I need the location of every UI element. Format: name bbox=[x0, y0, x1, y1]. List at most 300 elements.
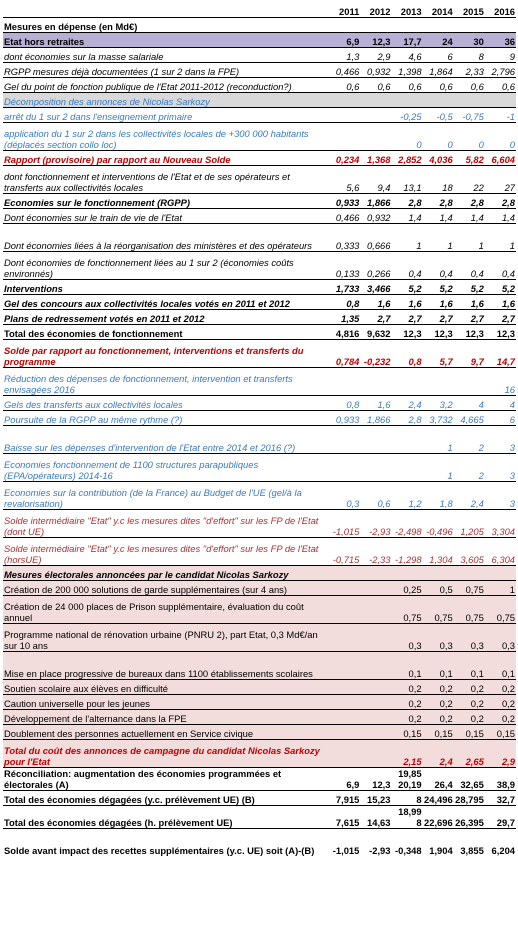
value-cell-2016: 12,3 bbox=[485, 325, 516, 340]
value-cell-2016: 6,204 bbox=[485, 829, 516, 857]
value-cell-2016: 1 bbox=[485, 224, 516, 252]
value-cell-2011: 0,933 bbox=[329, 194, 360, 209]
table-row bbox=[3, 252, 516, 280]
year-header: 2012 bbox=[369, 6, 391, 17]
row-label: Total du coût des annonces de campagne du candidat Nicolas Sarkozy pour l'Etat bbox=[3, 740, 329, 768]
value-cell-2014 bbox=[423, 18, 454, 33]
value-cell-2014: 6 bbox=[423, 48, 454, 63]
table-row bbox=[3, 368, 516, 396]
value-cell-2014: 5,2 bbox=[423, 280, 454, 295]
table-row bbox=[3, 18, 516, 33]
value-cell-2011 bbox=[329, 18, 360, 33]
value-cell-2013: 4,6 bbox=[391, 48, 422, 63]
value-cell-2012: -2,93 bbox=[360, 510, 391, 538]
value-cell-2015: 0,4 bbox=[454, 252, 485, 280]
value-cell-2013 bbox=[391, 93, 422, 108]
value-cell-2013: 0,1 bbox=[391, 652, 422, 680]
value-cell-2011 bbox=[329, 123, 360, 151]
value-cell-2014 bbox=[423, 566, 454, 581]
value-cell-2014: 1,6 bbox=[423, 295, 454, 310]
value-cell-2016: 2,7 bbox=[485, 310, 516, 325]
table-row bbox=[3, 806, 516, 829]
value-cell-2011: 1,3 bbox=[329, 48, 360, 63]
value-cell-2014: 0,2 bbox=[423, 680, 454, 695]
value-cell-2014: 12,3 bbox=[423, 325, 454, 340]
table-row bbox=[3, 209, 516, 224]
value-cell-2013: 0,2 bbox=[391, 680, 422, 695]
value-cell-2011: 0,6 bbox=[329, 78, 360, 93]
value-cell-2014: 0 bbox=[423, 123, 454, 151]
value-cell-2012 bbox=[360, 566, 391, 581]
value-cell-2013: 2,7 bbox=[391, 310, 422, 325]
row-label: Solde par rapport au fonctionnement, interventions et transferts du programme bbox=[3, 340, 329, 368]
value-cell-2011 bbox=[329, 581, 360, 596]
value-cell-2013: 0,4 bbox=[391, 252, 422, 280]
year-header: 2015 bbox=[462, 6, 484, 17]
value-cell-2011: 7,615 bbox=[329, 806, 360, 829]
value-cell-2014: 0,5 bbox=[423, 581, 454, 596]
value-cell-2016: 3 bbox=[485, 426, 516, 454]
value-cell-2015: 2,33 bbox=[454, 63, 485, 78]
value-cell-2014: 1 bbox=[423, 426, 454, 454]
value-cell-2016: 3 bbox=[485, 482, 516, 510]
value-cell-2016: 0,75 bbox=[485, 596, 516, 624]
value-cell-2015: 22 bbox=[454, 166, 485, 194]
value-cell-2012: 14,63 bbox=[360, 806, 391, 829]
value-cell-2015: 0,1 bbox=[454, 652, 485, 680]
value-cell-2015: 3,605 bbox=[454, 538, 485, 566]
value-cell-2013: 2,4 bbox=[391, 396, 422, 411]
value-cell-2013: 2,15 bbox=[391, 740, 422, 768]
value-cell-2016: 27 bbox=[485, 166, 516, 194]
value-cell-2014: 24,496 bbox=[423, 791, 454, 806]
value-cell-2012: 0,666 bbox=[360, 224, 391, 252]
value-cell-2014: 3,2 bbox=[423, 396, 454, 411]
value-cell-2014: -0,5 bbox=[423, 108, 454, 123]
table-row bbox=[3, 166, 516, 194]
table-row bbox=[3, 510, 516, 538]
value-cell-2014 bbox=[423, 93, 454, 108]
value-cell-2016: 0 bbox=[485, 123, 516, 151]
value-cell-2014: 0,75 bbox=[423, 596, 454, 624]
value-cell-2012: 12,3 bbox=[360, 768, 391, 791]
row-label: Solde intermédiaire "Etat" y.c les mesures dites "d'effort" sur les FP de l'Etat (horsUE) bbox=[3, 538, 329, 566]
value-cell-2016: 1,4 bbox=[485, 209, 516, 224]
value-cell-2015: 0,2 bbox=[454, 680, 485, 695]
value-cell-2013: -0,348 bbox=[391, 829, 422, 857]
value-cell-2013: 1,4 bbox=[391, 209, 422, 224]
value-cell-2014: 0,15 bbox=[423, 725, 454, 740]
table-row bbox=[3, 48, 516, 63]
table-row bbox=[3, 624, 516, 652]
table-row bbox=[3, 695, 516, 710]
value-cell-2013: -0,25 bbox=[391, 108, 422, 123]
value-cell-2011: 0,234 bbox=[329, 151, 360, 166]
value-cell-2011: 0,8 bbox=[329, 396, 360, 411]
row-label: RGPP mesures déjà documentées (1 sur 2 dans la FPE) bbox=[3, 63, 329, 78]
value-cell-2014: 0,4 bbox=[423, 252, 454, 280]
value-cell-2011: 4,816 bbox=[329, 325, 360, 340]
value-cell-2015: 2,4 bbox=[454, 482, 485, 510]
row-label: Soutien scolaire aux élèves en difficulté bbox=[3, 680, 329, 695]
row-label: dont fonctionnement et interventions de l'Etat et de ses opérateurs et transferts aux collectivités locales bbox=[3, 166, 329, 194]
value-cell-2014: 0,1 bbox=[423, 652, 454, 680]
value-cell-2016: 1,6 bbox=[485, 295, 516, 310]
table-row bbox=[3, 538, 516, 566]
value-cell-2015: 0,75 bbox=[454, 596, 485, 624]
table-row bbox=[3, 791, 516, 806]
row-label: Décomposition des annonces de Nicolas Sarkozy bbox=[3, 93, 329, 108]
table-row bbox=[3, 725, 516, 740]
value-cell-2012 bbox=[360, 652, 391, 680]
value-cell-2012 bbox=[360, 123, 391, 151]
value-cell-2013: 2,8 bbox=[391, 194, 422, 209]
value-cell-2015: 2 bbox=[454, 454, 485, 482]
value-cell-2016: 0,3 bbox=[485, 624, 516, 652]
value-cell-2015: 26,395 bbox=[454, 806, 485, 829]
value-cell-2011: 0,8 bbox=[329, 295, 360, 310]
value-cell-2016: 6 bbox=[485, 411, 516, 426]
value-cell-2013: 1 bbox=[391, 224, 422, 252]
row-label: Doublement des personnes actuellement en Service civique bbox=[3, 725, 329, 740]
value-cell-2016: 32,7 bbox=[485, 791, 516, 806]
row-label: Création de 200 000 solutions de garde supplémentaires (sur 4 ans) bbox=[3, 581, 329, 596]
row-label: application du 1 sur 2 dans les collectivités locales de +300 000 habitants (déplacés section collo loc) bbox=[3, 123, 329, 151]
value-cell-2012: 1,6 bbox=[360, 295, 391, 310]
value-cell-2016: 5,2 bbox=[485, 280, 516, 295]
value-cell-2012: 2,7 bbox=[360, 310, 391, 325]
value-cell-2014: 2,4 bbox=[423, 740, 454, 768]
value-cell-2015: 0,15 bbox=[454, 725, 485, 740]
label-header-cell bbox=[3, 3, 329, 18]
value-cell-2015: 0,6 bbox=[454, 78, 485, 93]
value-cell-2011 bbox=[329, 740, 360, 768]
row-label: dont économies sur la masse salariale bbox=[3, 48, 329, 63]
value-cell-2012 bbox=[360, 695, 391, 710]
row-label: Gel des concours aux collectivités locales votés en 2011 et 2012 bbox=[3, 295, 329, 310]
value-cell-2011 bbox=[329, 680, 360, 695]
table-row bbox=[3, 396, 516, 411]
value-cell-2013: 1,6 bbox=[391, 295, 422, 310]
table-row bbox=[3, 680, 516, 695]
value-cell-2013: 18,99 8 bbox=[391, 806, 422, 829]
value-cell-2014: 1 bbox=[423, 224, 454, 252]
value-cell-2011 bbox=[329, 108, 360, 123]
value-cell-2015: 9,7 bbox=[454, 340, 485, 368]
value-cell-2012: 1,6 bbox=[360, 396, 391, 411]
table-row bbox=[3, 151, 516, 166]
value-cell-2016: 6,604 bbox=[485, 151, 516, 166]
value-cell-2013: 0,25 bbox=[391, 581, 422, 596]
value-cell-2012 bbox=[360, 740, 391, 768]
value-cell-2012 bbox=[360, 725, 391, 740]
row-label: Interventions bbox=[3, 280, 329, 295]
value-cell-2014: 5,7 bbox=[423, 340, 454, 368]
value-cell-2011: 0,333 bbox=[329, 224, 360, 252]
value-cell-2015 bbox=[454, 93, 485, 108]
row-label: Création de 24 000 places de Prison supplémentaire, évaluation du coût annuel bbox=[3, 596, 329, 624]
value-cell-2016: 3,304 bbox=[485, 510, 516, 538]
row-label: Baisse sur les dépenses d'intervention de l'Etat entre 2014 et 2016 (?) bbox=[3, 426, 329, 454]
value-cell-2014: 1,904 bbox=[423, 829, 454, 857]
value-cell-2015: 30 bbox=[454, 33, 485, 48]
value-cell-2014: -0,496 bbox=[423, 510, 454, 538]
year-header: 2011 bbox=[339, 6, 360, 17]
value-cell-2011: 0,3 bbox=[329, 482, 360, 510]
value-cell-2012 bbox=[360, 454, 391, 482]
value-cell-2016 bbox=[485, 93, 516, 108]
table-row bbox=[3, 123, 516, 151]
value-cell-2012: 0,932 bbox=[360, 209, 391, 224]
value-cell-2015: 32,65 bbox=[454, 768, 485, 791]
value-cell-2013: 0,2 bbox=[391, 710, 422, 725]
table-row bbox=[3, 596, 516, 624]
value-cell-2016: 16 bbox=[485, 368, 516, 396]
value-cell-2012: 9,632 bbox=[360, 325, 391, 340]
value-cell-2014: 1,4 bbox=[423, 209, 454, 224]
value-cell-2015: 2,65 bbox=[454, 740, 485, 768]
value-cell-2016: 0,2 bbox=[485, 695, 516, 710]
row-label: Réduction des dépenses de fonctionnement, intervention et transferts envisagées 2016 bbox=[3, 368, 329, 396]
table-row bbox=[3, 340, 516, 368]
row-label: Réconciliation: augmentation des économies programmées et électorales (A) bbox=[3, 768, 329, 791]
value-cell-2013: 13,1 bbox=[391, 166, 422, 194]
table-row bbox=[3, 411, 516, 426]
value-cell-2013: 12,3 bbox=[391, 325, 422, 340]
value-cell-2013 bbox=[391, 454, 422, 482]
row-label: Mise en place progressive de bureaux dans 1100 établissements scolaires bbox=[3, 652, 329, 680]
value-cell-2014: 0,6 bbox=[423, 78, 454, 93]
table-row bbox=[3, 224, 516, 252]
value-cell-2013: 0,8 bbox=[391, 340, 422, 368]
value-cell-2016 bbox=[485, 18, 516, 33]
value-cell-2014: 22,696 bbox=[423, 806, 454, 829]
table-row bbox=[3, 63, 516, 78]
table-row bbox=[3, 566, 516, 581]
value-cell-2011 bbox=[329, 695, 360, 710]
value-cell-2016: 2,796 bbox=[485, 63, 516, 78]
value-cell-2013: -1,298 bbox=[391, 538, 422, 566]
row-label: Total des économies de fonctionnement bbox=[3, 325, 329, 340]
year-header: 2016 bbox=[494, 6, 515, 17]
value-cell-2014: 18 bbox=[423, 166, 454, 194]
value-cell-2012: 1,368 bbox=[360, 151, 391, 166]
year-header: 2013 bbox=[400, 6, 422, 17]
value-cell-2015: 4 bbox=[454, 396, 485, 411]
value-cell-2013: 2,852 bbox=[391, 151, 422, 166]
value-cell-2012 bbox=[360, 680, 391, 695]
value-cell-2012 bbox=[360, 624, 391, 652]
value-cell-2013: 0,6 bbox=[391, 78, 422, 93]
value-cell-2016: 9 bbox=[485, 48, 516, 63]
value-cell-2012 bbox=[360, 108, 391, 123]
value-cell-2011: 1,733 bbox=[329, 280, 360, 295]
row-label: Caution universelle pour les jeunes bbox=[3, 695, 329, 710]
row-label: Gel du point de fonction publique de l'Etat 2011-2012 (reconduction?) bbox=[3, 78, 329, 93]
value-cell-2016: 0,15 bbox=[485, 725, 516, 740]
value-cell-2016: 2,8 bbox=[485, 194, 516, 209]
row-label: Economies sur le fonctionnement (RGPP) bbox=[3, 194, 329, 209]
value-cell-2012 bbox=[360, 368, 391, 396]
value-cell-2013: 19,85 20,19 bbox=[391, 768, 422, 791]
value-cell-2011 bbox=[329, 566, 360, 581]
value-cell-2012: 9,4 bbox=[360, 166, 391, 194]
table-row bbox=[3, 740, 516, 768]
table-row bbox=[3, 710, 516, 725]
value-cell-2014: 26,4 bbox=[423, 768, 454, 791]
value-cell-2014: 24 bbox=[423, 33, 454, 48]
value-cell-2014: 1,8 bbox=[423, 482, 454, 510]
value-cell-2014: 4,036 bbox=[423, 151, 454, 166]
row-label: Dont économies liées à la réorganisation des ministères et des opérateurs bbox=[3, 224, 329, 252]
value-cell-2015: 3,855 bbox=[454, 829, 485, 857]
value-cell-2015: 0,3 bbox=[454, 624, 485, 652]
value-cell-2011 bbox=[329, 368, 360, 396]
row-label: Poursuite de la RGPP au même rythme (?) bbox=[3, 411, 329, 426]
row-label: Economies fonctionnement de 1100 structures parapubliques (EPA/opérateurs) 2014-16 bbox=[3, 454, 329, 482]
table-row bbox=[3, 280, 516, 295]
table-row bbox=[3, 108, 516, 123]
table-row bbox=[3, 325, 516, 340]
value-cell-2015: 0,2 bbox=[454, 695, 485, 710]
value-cell-2015: 5,2 bbox=[454, 280, 485, 295]
value-cell-2012 bbox=[360, 426, 391, 454]
value-cell-2011 bbox=[329, 426, 360, 454]
value-cell-2014: 0,2 bbox=[423, 710, 454, 725]
value-cell-2016: 14,7 bbox=[485, 340, 516, 368]
value-cell-2012 bbox=[360, 710, 391, 725]
value-cell-2013: 0,15 bbox=[391, 725, 422, 740]
value-cell-2015 bbox=[454, 368, 485, 396]
value-cell-2016: 0,2 bbox=[485, 680, 516, 695]
value-cell-2011: 7,915 bbox=[329, 791, 360, 806]
table-row bbox=[3, 295, 516, 310]
value-cell-2015 bbox=[454, 566, 485, 581]
value-cell-2011: 0,784 bbox=[329, 340, 360, 368]
table-row bbox=[3, 454, 516, 482]
value-cell-2012: -2,93 bbox=[360, 829, 391, 857]
row-label: Programme national de rénovation urbaine (PNRU 2), part Etat, 0,3 Md€/an sur 10 ans bbox=[3, 624, 329, 652]
value-cell-2015: 12,3 bbox=[454, 325, 485, 340]
value-cell-2012: 0,6 bbox=[360, 78, 391, 93]
value-cell-2011: 6,9 bbox=[329, 768, 360, 791]
value-cell-2016: 0,6 bbox=[485, 78, 516, 93]
value-cell-2015: 28,795 bbox=[454, 791, 485, 806]
row-label: Solde intermédiaire "Etat" y.c les mesures dites "d'effort" sur les FP de l'Etat (dont UE) bbox=[3, 510, 329, 538]
value-cell-2012 bbox=[360, 581, 391, 596]
value-cell-2012 bbox=[360, 596, 391, 624]
value-cell-2016: 0,2 bbox=[485, 710, 516, 725]
value-cell-2015: 8 bbox=[454, 48, 485, 63]
value-cell-2011 bbox=[329, 652, 360, 680]
value-cell-2013 bbox=[391, 426, 422, 454]
value-cell-2012: 1,866 bbox=[360, 411, 391, 426]
row-label: arrêt du 1 sur 2 dans l'enseignement primaire bbox=[3, 108, 329, 123]
row-label: Plans de redressement votés en 2011 et 2012 bbox=[3, 310, 329, 325]
value-cell-2014: 0,3 bbox=[423, 624, 454, 652]
value-cell-2013: 0,3 bbox=[391, 624, 422, 652]
table-row bbox=[3, 482, 516, 510]
table-row bbox=[3, 33, 516, 48]
value-cell-2012: 2,9 bbox=[360, 48, 391, 63]
table-row bbox=[3, 829, 516, 857]
row-label: Mesures en dépense (en Md€) bbox=[3, 18, 329, 33]
table-row bbox=[3, 652, 516, 680]
table-body bbox=[3, 18, 516, 857]
value-cell-2015: 1,4 bbox=[454, 209, 485, 224]
value-cell-2012 bbox=[360, 18, 391, 33]
value-cell-2016: 0,4 bbox=[485, 252, 516, 280]
table-row bbox=[3, 310, 516, 325]
value-cell-2015: -0,75 bbox=[454, 108, 485, 123]
value-cell-2011: 0,466 bbox=[329, 63, 360, 78]
row-label: Gels des transferts aux collectivités locales bbox=[3, 396, 329, 411]
value-cell-2016: 36 bbox=[485, 33, 516, 48]
value-cell-2016: 4 bbox=[485, 396, 516, 411]
budget-spreadsheet bbox=[3, 3, 516, 856]
row-label: Etat hors retraites bbox=[3, 33, 329, 48]
value-cell-2013: 17,7 bbox=[391, 33, 422, 48]
value-cell-2013: 5,2 bbox=[391, 280, 422, 295]
value-cell-2011: -1,015 bbox=[329, 510, 360, 538]
row-label: Dont économies de fonctionnement liées au 1 sur 2 (économies coûts environnés) bbox=[3, 252, 329, 280]
value-cell-2011: -1,015 bbox=[329, 829, 360, 857]
value-cell-2016: -1 bbox=[485, 108, 516, 123]
value-cell-2011: 0,466 bbox=[329, 209, 360, 224]
table-row bbox=[3, 581, 516, 596]
value-cell-2011 bbox=[329, 454, 360, 482]
table-row bbox=[3, 426, 516, 454]
value-cell-2013: 1,398 bbox=[391, 63, 422, 78]
table-row bbox=[3, 768, 516, 791]
value-cell-2013 bbox=[391, 368, 422, 396]
year-header-row bbox=[3, 3, 516, 18]
value-cell-2012: 0,932 bbox=[360, 63, 391, 78]
value-cell-2013: 2,8 bbox=[391, 411, 422, 426]
value-cell-2013: 0 bbox=[391, 123, 422, 151]
row-label: Total des économies dégagées (y.c. prélèvement UE) (B) bbox=[3, 791, 329, 806]
value-cell-2011 bbox=[329, 596, 360, 624]
row-label: Dont économies sur le train de vie de l'Etat bbox=[3, 209, 329, 224]
value-cell-2013 bbox=[391, 18, 422, 33]
value-cell-2011 bbox=[329, 725, 360, 740]
value-cell-2012: 1,866 bbox=[360, 194, 391, 209]
value-cell-2013: 0,2 bbox=[391, 695, 422, 710]
row-label: Total des économies dégagées (h. prélèvement UE) bbox=[3, 806, 329, 829]
table-row bbox=[3, 194, 516, 209]
value-cell-2011: 0,133 bbox=[329, 252, 360, 280]
value-cell-2012: 3,466 bbox=[360, 280, 391, 295]
value-cell-2015: 4,665 bbox=[454, 411, 485, 426]
value-cell-2014: 1 bbox=[423, 454, 454, 482]
value-cell-2014: 0,2 bbox=[423, 695, 454, 710]
value-cell-2014: 2,7 bbox=[423, 310, 454, 325]
value-cell-2016: 6,304 bbox=[485, 538, 516, 566]
value-cell-2012: -0,232 bbox=[360, 340, 391, 368]
value-cell-2011: 1,35 bbox=[329, 310, 360, 325]
value-cell-2011: -0,715 bbox=[329, 538, 360, 566]
value-cell-2011: 0,933 bbox=[329, 411, 360, 426]
value-cell-2012: 0,266 bbox=[360, 252, 391, 280]
value-cell-2015: 5,82 bbox=[454, 151, 485, 166]
value-cell-2011 bbox=[329, 624, 360, 652]
value-cell-2012: 15,23 bbox=[360, 791, 391, 806]
value-cell-2015: 0,2 bbox=[454, 710, 485, 725]
row-label: Rapport (provisoire) par rapport au Nouveau Solde bbox=[3, 151, 329, 166]
value-cell-2016: 3 bbox=[485, 454, 516, 482]
row-label: Solde avant impact des recettes supplémentaires (y.c. UE) soit (A)-(B) bbox=[3, 829, 329, 857]
value-cell-2016: 1 bbox=[485, 581, 516, 596]
